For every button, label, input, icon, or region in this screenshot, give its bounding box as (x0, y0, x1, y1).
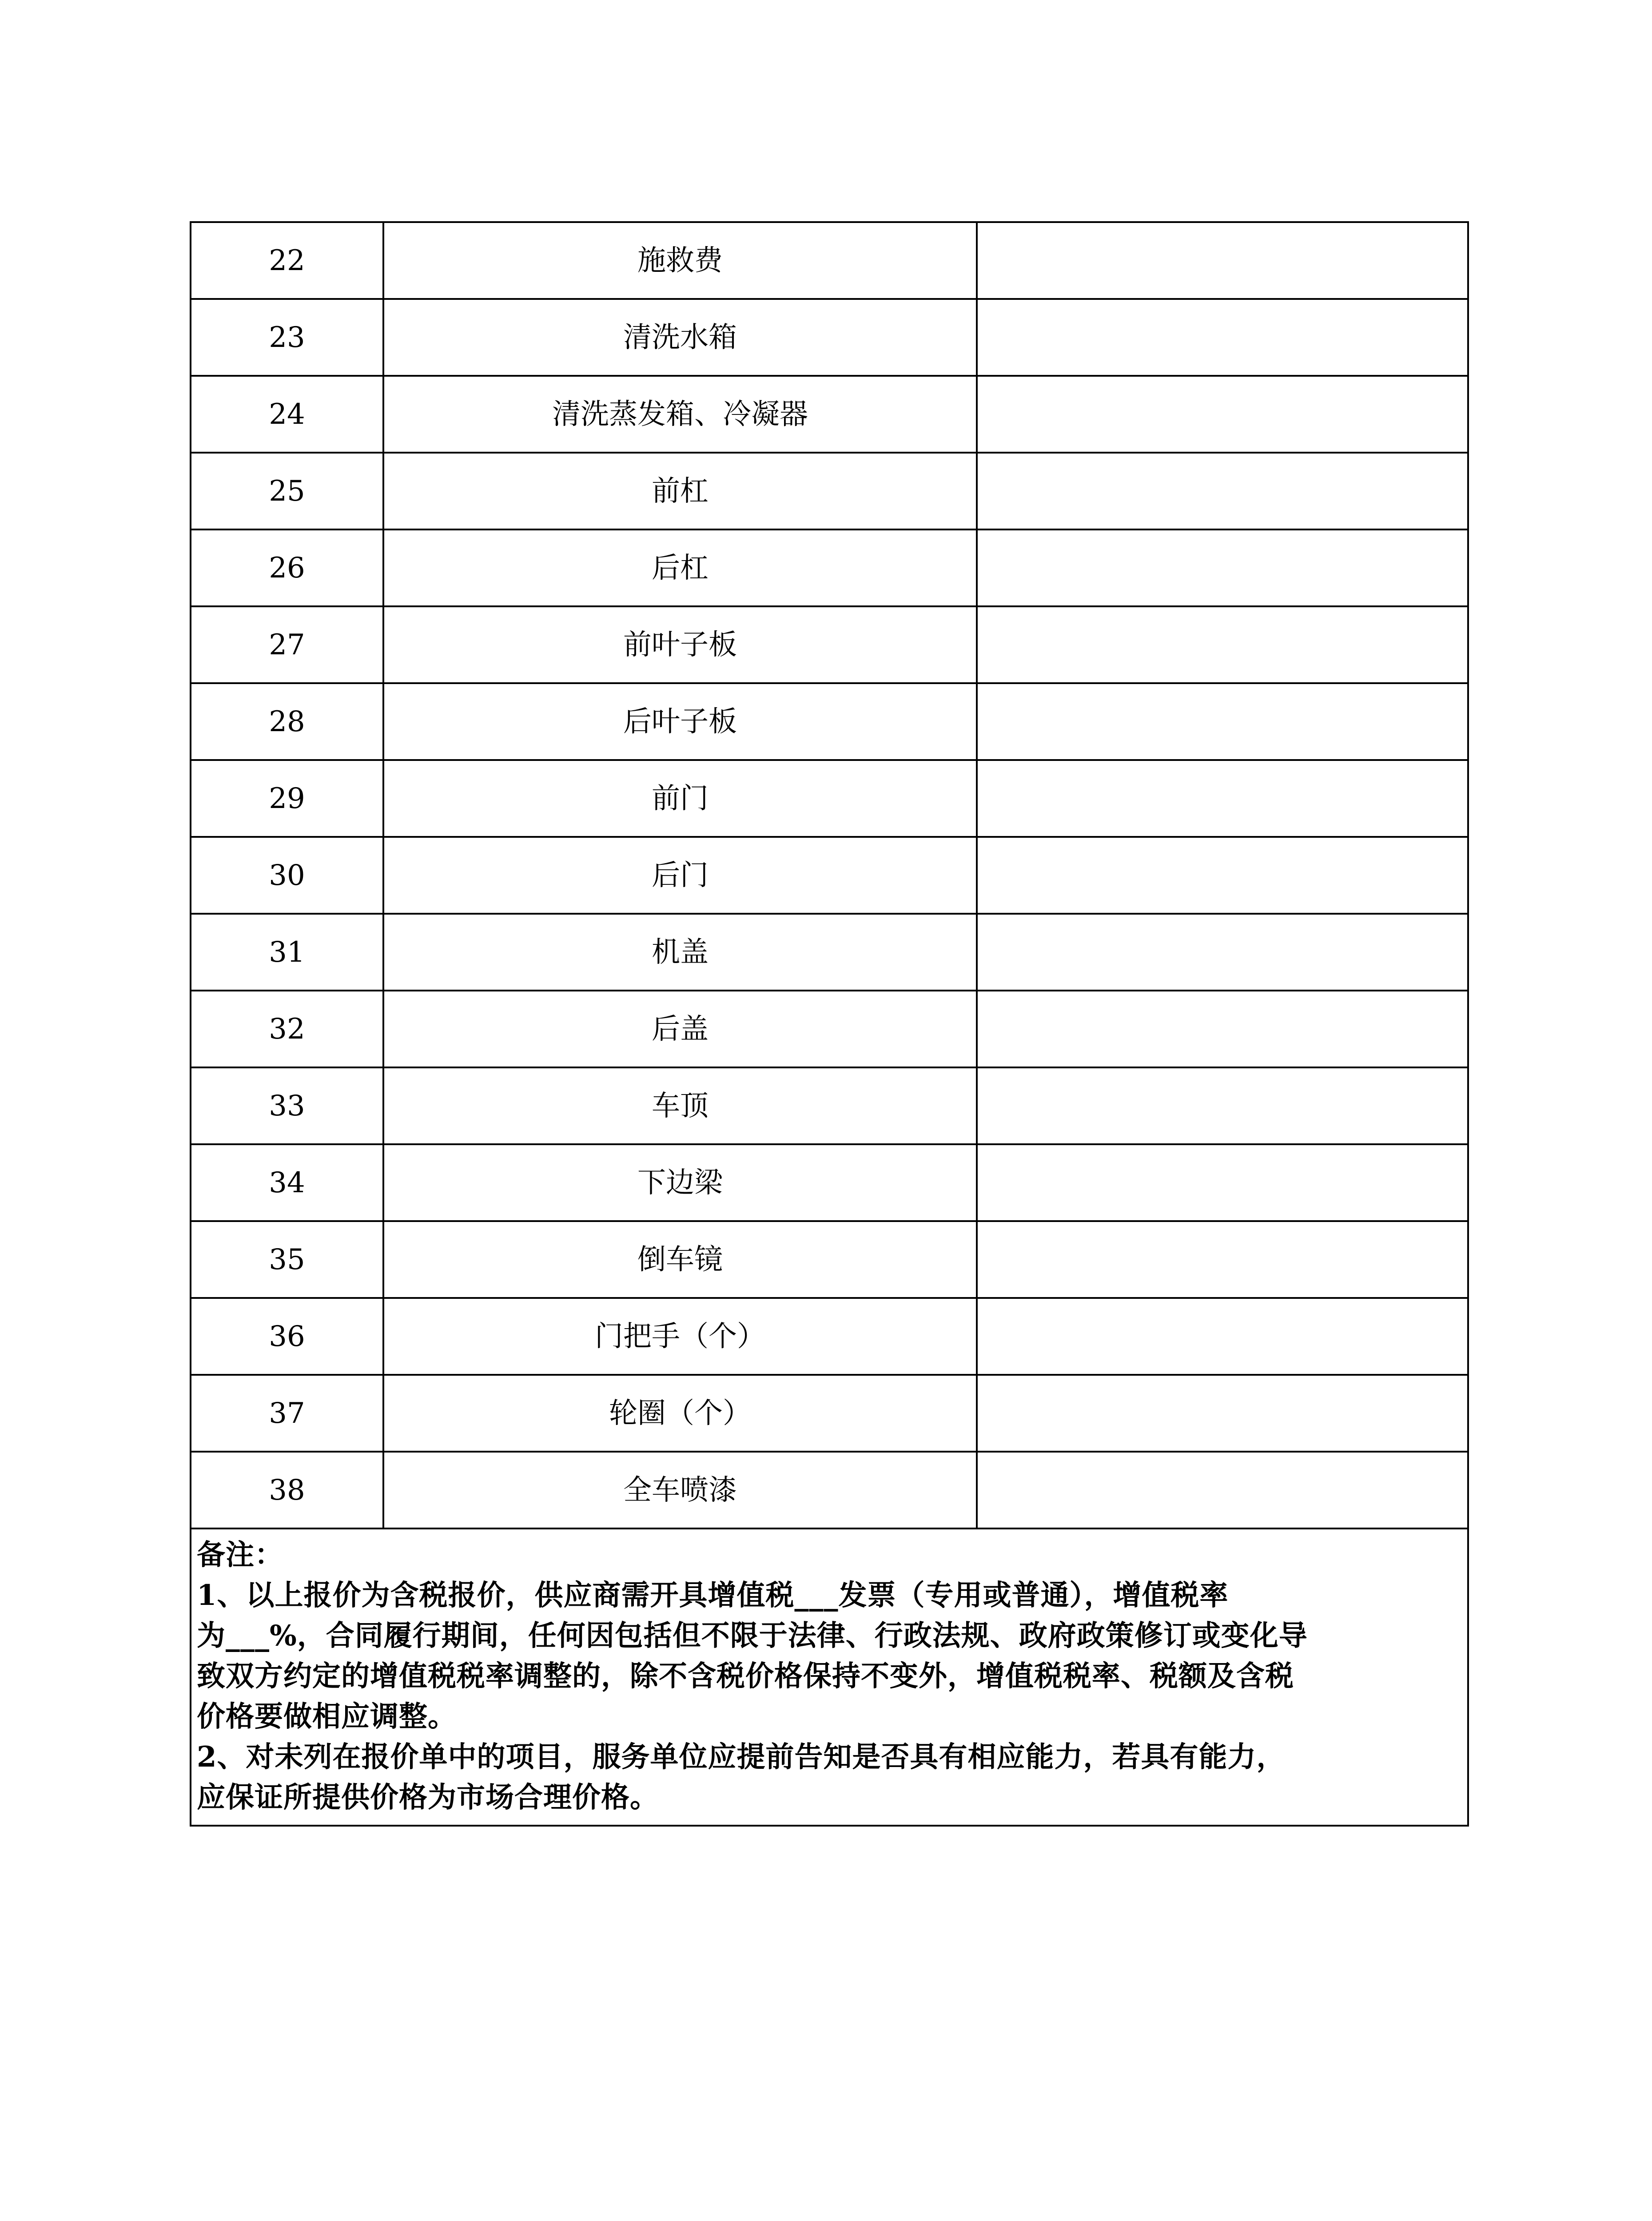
table-row (191, 1067, 1468, 1144)
item-name-cell: 前门 (383, 760, 977, 837)
row-number-cell: 33 (191, 1067, 383, 1144)
row-number-cell: 32 (191, 991, 383, 1067)
table-row (191, 529, 1468, 606)
table-row (191, 606, 1468, 683)
item-name-cell: 前叶子板 (383, 606, 977, 683)
table-row (191, 1375, 1468, 1452)
item-name-cell: 机盖 (383, 914, 977, 991)
table-row (191, 1144, 1468, 1221)
price-cell (977, 760, 1468, 837)
note-line-5: 2、对未列在报价单中的项目，服务单位应提前告知是否具有相应能力，若具有能力， (197, 1740, 1286, 1774)
price-table-body (191, 222, 1468, 1528)
price-cell (977, 683, 1468, 760)
price-cell (977, 991, 1468, 1067)
item-name-cell: 倒车镜 (383, 1221, 977, 1298)
row-number-cell: 38 (191, 1452, 383, 1528)
price-cell (977, 1067, 1468, 1144)
table-row (191, 376, 1468, 453)
price-cell (977, 914, 1468, 991)
price-cell (977, 376, 1468, 453)
item-name-cell: 全车喷漆 (383, 1452, 977, 1528)
item-name-cell: 后盖 (383, 991, 977, 1067)
price-cell (977, 1144, 1468, 1221)
table-row (191, 1221, 1468, 1298)
row-number-cell: 23 (191, 299, 383, 376)
table-row (191, 914, 1468, 991)
notes-row (191, 1528, 1468, 1826)
table-row (191, 222, 1468, 299)
price-table (190, 221, 1469, 1827)
row-number-cell: 31 (191, 914, 383, 991)
table-row (191, 1298, 1468, 1375)
notes-section (191, 1528, 1468, 1826)
table-row (191, 760, 1468, 837)
price-cell (977, 222, 1468, 299)
table-row (191, 299, 1468, 376)
price-cell (977, 606, 1468, 683)
price-cell (977, 529, 1468, 606)
price-cell (977, 1452, 1468, 1528)
table-row (191, 453, 1468, 529)
item-name-cell: 后杠 (383, 529, 977, 606)
item-name-cell: 后门 (383, 837, 977, 914)
price-cell (977, 1375, 1468, 1452)
item-name-cell: 后叶子板 (383, 683, 977, 760)
price-cell (977, 453, 1468, 529)
note-line-3: 致双方约定的增值税税率调整的，除不含税价格保持不变外，增值税税率、税额及含税 (197, 1660, 1294, 1693)
table-row (191, 1452, 1468, 1528)
item-name-cell: 下边梁 (383, 1144, 977, 1221)
item-name-cell: 清洗蒸发箱、冷凝器 (383, 376, 977, 453)
item-name-cell: 门把手（个） (383, 1298, 977, 1375)
table-row (191, 683, 1468, 760)
item-name-cell: 车顶 (383, 1067, 977, 1144)
row-number-cell: 36 (191, 1298, 383, 1375)
item-name-cell: 轮圈（个） (383, 1375, 977, 1452)
table-row (191, 837, 1468, 914)
price-cell (977, 1221, 1468, 1298)
row-number-cell: 37 (191, 1375, 383, 1452)
price-cell (977, 837, 1468, 914)
price-cell (977, 1298, 1468, 1375)
row-number-cell: 30 (191, 837, 383, 914)
row-number-cell: 35 (191, 1221, 383, 1298)
item-name-cell: 前杠 (383, 453, 977, 529)
item-name-cell: 清洗水箱 (383, 299, 977, 376)
row-number-cell: 34 (191, 1144, 383, 1221)
note-line-6: 应保证所提供价格为市场合理价格。 (197, 1781, 659, 1814)
notes-cell (191, 1528, 1468, 1826)
row-number-cell: 27 (191, 606, 383, 683)
item-name-cell: 施救费 (383, 222, 977, 299)
note-line-2: 为___%，合同履行期间，任何因包括但不限于法律、行政法规、政府政策修订或变化导 (197, 1619, 1308, 1652)
row-number-cell: 24 (191, 376, 383, 453)
row-number-cell: 22 (191, 222, 383, 299)
note-line-4: 价格要做相应调整。 (197, 1700, 457, 1733)
table-row (191, 991, 1468, 1067)
row-number-cell: 29 (191, 760, 383, 837)
price-cell (977, 299, 1468, 376)
notes-heading: 备注： (197, 1538, 283, 1572)
row-number-cell: 28 (191, 683, 383, 760)
row-number-cell: 25 (191, 453, 383, 529)
row-number-cell: 26 (191, 529, 383, 606)
note-line-1: 1、以上报价为含税报价，供应商需开具增值税___发票（专用或普通），增值税率 (197, 1579, 1229, 1612)
